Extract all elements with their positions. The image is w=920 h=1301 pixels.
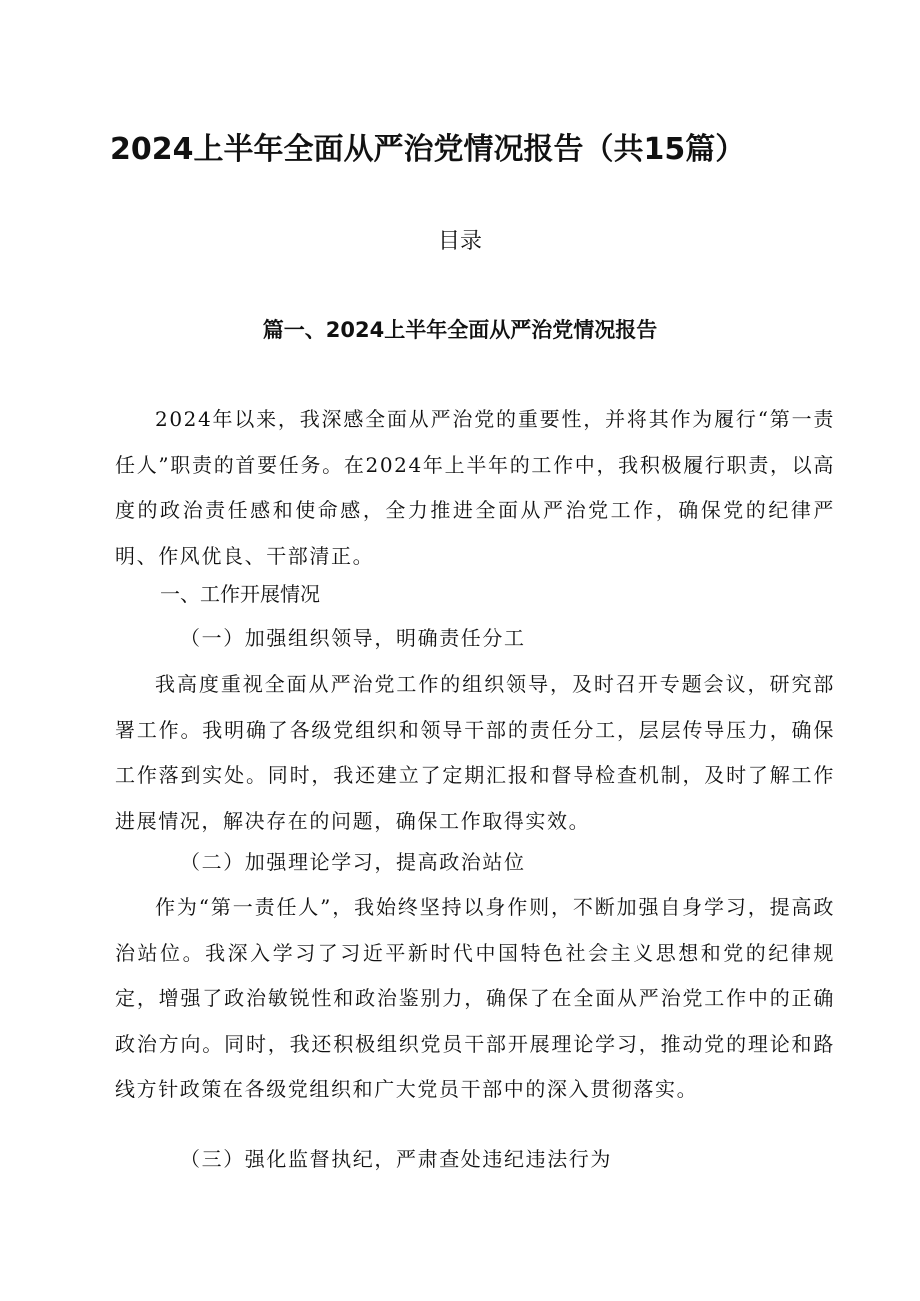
- subsection-2-paragraph-block: [115, 885, 835, 1113]
- toc-label: 目录: [437, 229, 482, 254]
- intro-paragraph: 2024年以来，我深感全面从严治党的重要性，并将其作为履行“第一责任人”职责的首要任务。在2024年上半年的工作中，我积极履行职责，以高度的政治责任感和使命感，全力推进全面从严治党工作，确保党的纪律严明、作风优良、干部清正。: [115, 407, 835, 568]
- subsection-1-heading: （一）加强组织领导，明确责任分工: [180, 626, 526, 650]
- subsection-3-heading: （三）强化监督执纪，严肃查处违纪违法行为: [180, 1147, 612, 1171]
- subsection-1-paragraph-block: [115, 662, 835, 844]
- subsection-1-paragraph: 我高度重视全面从严治党工作的组织领导，及时召开专题会议，研究部署工作。我明确了各级党组织和领导干部的责任分工，层层传导压力，确保工作落到实处。同时，我还建立了定期汇报和督导检查机制，及时了解工作进展情况，解决存在的问题，确保工作取得实效。: [115, 672, 835, 833]
- section-1-heading: 一、工作开展情况: [160, 582, 320, 606]
- document-title: 2024上半年全面从严治党情况报告（共15篇）: [110, 132, 746, 167]
- subsection-2-heading: （二）加强理论学习，提高政治站位: [180, 850, 526, 874]
- subsection-2-paragraph: 作为“第一责任人”，我始终坚持以身作则，不断加强自身学习，提高政治站位。我深入学习了习近平新时代中国特色社会主义思想和党的纪律规定，增强了政治敏锐性和政治鉴别力，确保了在全面从严治党工作中的正确政治方向。同时，我还积极组织党员干部开展理论学习，推动党的理论和路线方针政策在各级党组织和广大党员干部中的深入贯彻落实。: [115, 895, 835, 1101]
- part-title: 篇一、2024上半年全面从严治党情况报告: [262, 318, 658, 342]
- intro-paragraph-block: [115, 397, 835, 579]
